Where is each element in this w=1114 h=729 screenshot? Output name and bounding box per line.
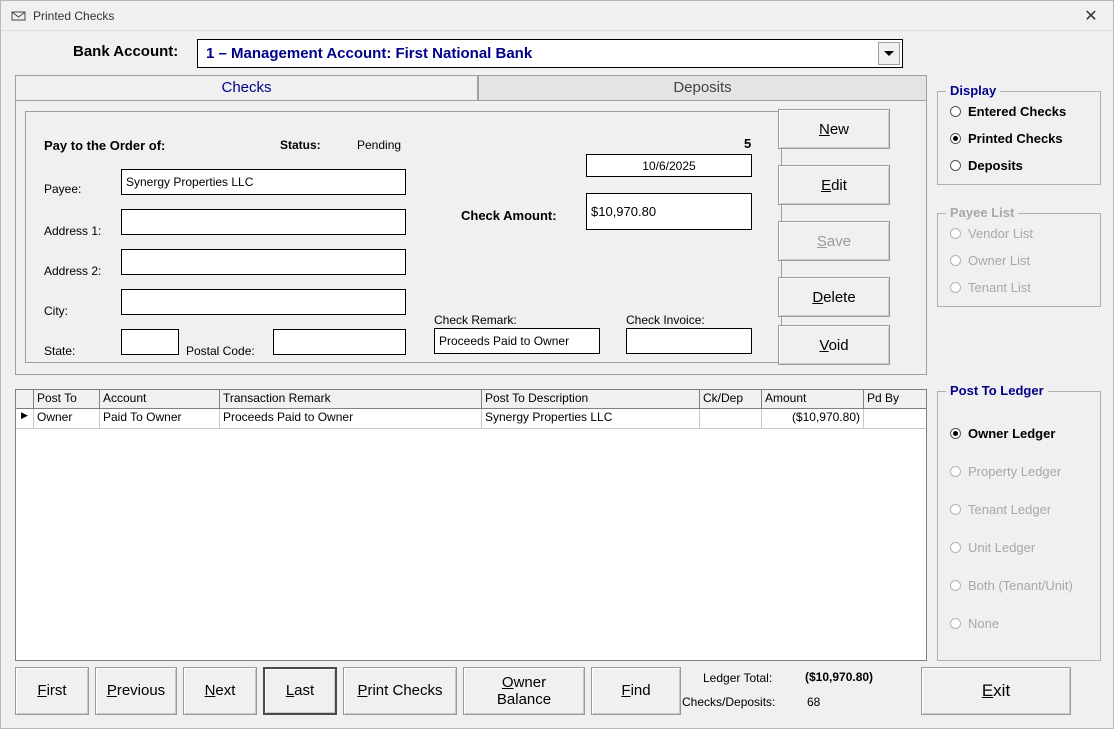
find-button[interactable]: Find xyxy=(591,667,681,715)
void-button-accel: V xyxy=(819,336,829,354)
cell-amount: ($10,970.80) xyxy=(762,409,864,428)
table-row[interactable] xyxy=(16,409,926,429)
titlebar xyxy=(1,1,1113,31)
check-number: 5 xyxy=(744,136,752,151)
bank-account-label: Bank Account: xyxy=(73,43,179,60)
payee-list-group xyxy=(937,205,1101,307)
cell-transaction-remark: Proceeds Paid to Owner xyxy=(220,409,482,428)
radio-owner-ledger[interactable] xyxy=(950,426,1055,441)
row-indicator-icon: ▶ xyxy=(16,409,34,428)
radio-owner-list-label: Owner List xyxy=(968,253,1031,268)
find-button-accel: F xyxy=(621,682,631,700)
postal-code-label: Postal Code: xyxy=(186,344,255,358)
delete-button[interactable] xyxy=(778,277,890,317)
city-input[interactable] xyxy=(121,289,406,315)
postal-code-input[interactable] xyxy=(273,329,406,355)
grid-header-post-to: Post To xyxy=(34,390,100,408)
payee-label: Payee: xyxy=(44,182,82,196)
check-amount-input[interactable]: $10,970.80 xyxy=(586,193,752,230)
payee-input[interactable]: Synergy Properties LLC xyxy=(121,169,406,195)
first-button-accel: F xyxy=(37,682,47,700)
transactions-grid[interactable] xyxy=(15,389,927,661)
check-remark-label: Check Remark: xyxy=(434,313,517,327)
display-group xyxy=(937,83,1101,185)
radio-icon xyxy=(950,255,961,266)
radio-printed-checks[interactable] xyxy=(950,131,1063,146)
ledger-total-value: ($10,970.80) xyxy=(805,670,874,684)
checks-deposits-value: 68 xyxy=(807,695,821,709)
tab-deposits[interactable]: Deposits xyxy=(478,75,927,101)
cell-pd-by xyxy=(864,409,926,428)
radio-tenant-ledger[interactable] xyxy=(950,502,1051,517)
cell-account: Paid To Owner xyxy=(100,409,220,428)
status-value: Pending xyxy=(357,138,402,152)
radio-printed-checks-label: Printed Checks xyxy=(968,131,1063,146)
radio-vendor-list[interactable] xyxy=(950,226,1033,241)
delete-button-accel: D xyxy=(812,288,824,306)
grid-header-transaction-remark: Transaction Remark xyxy=(220,390,482,408)
radio-entered-checks-label: Entered Checks xyxy=(968,104,1067,119)
ledger-total-label: Ledger Total: xyxy=(703,671,773,685)
state-label: State: xyxy=(44,344,76,358)
radio-property-ledger[interactable] xyxy=(950,464,1061,479)
radio-tenant-ledger-label: Tenant Ledger xyxy=(968,502,1052,517)
radio-deposits-label: Deposits xyxy=(968,158,1023,173)
address1-input[interactable] xyxy=(121,209,406,235)
radio-none[interactable] xyxy=(950,616,999,631)
print-checks-button-accel: P xyxy=(357,682,368,700)
radio-tenant-list-label: Tenant List xyxy=(968,280,1031,295)
radio-none-label: None xyxy=(968,616,1000,631)
checks-deposits-label: Checks/Deposits: xyxy=(682,695,776,709)
radio-icon xyxy=(950,542,961,553)
previous-button[interactable]: Previous xyxy=(95,667,177,715)
first-button[interactable]: First xyxy=(15,667,89,715)
cell-post-to-description: Synergy Properties LLC xyxy=(482,409,700,428)
check-panel xyxy=(15,100,927,375)
radio-entered-checks[interactable] xyxy=(950,104,1066,119)
check-invoice-label: Check Invoice: xyxy=(626,313,705,327)
radio-icon xyxy=(950,580,961,591)
void-button[interactable] xyxy=(778,325,890,365)
owner-balance-button[interactable]: Owner Balance xyxy=(463,667,585,715)
save-button-accel: S xyxy=(816,232,827,250)
radio-icon-selected xyxy=(950,428,961,439)
check-remark-input[interactable]: Proceeds Paid to Owner xyxy=(434,328,600,354)
city-label: City: xyxy=(44,304,68,318)
radio-vendor-list-label: Vendor List xyxy=(968,226,1034,241)
radio-both-tenant-unit[interactable] xyxy=(950,578,1073,593)
close-icon[interactable]: ✕ xyxy=(1084,7,1098,25)
edit-button-accel: E xyxy=(821,176,832,194)
radio-icon xyxy=(950,466,961,477)
owner-balance-button-accel: O xyxy=(501,673,514,691)
radio-owner-ledger-label: Owner Ledger xyxy=(968,426,1056,441)
check-form xyxy=(25,111,782,363)
address2-input[interactable] xyxy=(121,249,406,275)
chevron-down-icon[interactable] xyxy=(878,42,900,65)
exit-button-accel: E xyxy=(981,681,994,701)
radio-icon xyxy=(950,160,961,171)
post-to-ledger-group xyxy=(937,383,1101,661)
edit-button[interactable] xyxy=(778,165,890,205)
address1-label: Address 1: xyxy=(44,224,102,238)
check-invoice-input[interactable] xyxy=(626,328,752,354)
print-checks-button[interactable]: Print Checks xyxy=(343,667,457,715)
radio-icon xyxy=(950,618,961,629)
void-button-label-rest: oid xyxy=(828,336,849,354)
radio-icon xyxy=(950,106,961,117)
check-date-input[interactable]: 10/6/2025 xyxy=(586,154,752,177)
edit-button-label-rest: dit xyxy=(831,176,847,194)
tab-checks[interactable]: Checks xyxy=(15,75,478,101)
new-button[interactable] xyxy=(778,109,890,149)
last-button-accel: L xyxy=(285,682,295,700)
state-input[interactable] xyxy=(121,329,179,355)
previous-button-accel: P xyxy=(106,682,117,700)
grid-header-indicator xyxy=(16,390,34,408)
delete-button-label-rest: elete xyxy=(823,288,856,306)
bank-account-row xyxy=(1,39,1113,71)
radio-tenant-list[interactable] xyxy=(950,280,1031,295)
address2-label: Address 2: xyxy=(44,264,102,278)
radio-icon xyxy=(950,228,961,239)
cell-post-to: Owner xyxy=(34,409,100,428)
radio-both-tenant-unit-label: Both (Tenant/Unit) xyxy=(968,578,1073,593)
check-amount-label: Check Amount: xyxy=(461,208,557,223)
save-button-label-rest: ave xyxy=(826,232,852,250)
save-button[interactable] xyxy=(778,221,890,261)
payee-list-group-title: Payee List xyxy=(946,205,1018,220)
radio-unit-ledger-label: Unit Ledger xyxy=(968,540,1036,555)
radio-unit-ledger[interactable] xyxy=(950,540,1035,555)
new-button-label-rest: ew xyxy=(829,120,850,138)
display-group-title: Display xyxy=(946,83,1000,98)
radio-icon-selected xyxy=(950,133,961,144)
radio-icon xyxy=(950,282,961,293)
exit-button[interactable]: Exit xyxy=(921,667,1071,715)
last-button[interactable]: Last xyxy=(263,667,337,715)
pay-to-order-label: Pay to the Order of: xyxy=(44,138,166,153)
radio-deposits[interactable] xyxy=(950,158,1023,173)
radio-icon xyxy=(950,504,961,515)
bank-account-select[interactable] xyxy=(197,39,903,68)
post-to-ledger-group-title: Post To Ledger xyxy=(946,383,1048,398)
radio-property-ledger-label: Property Ledger xyxy=(968,464,1062,479)
grid-header-ck-dep: Ck/Dep xyxy=(700,390,762,408)
grid-header-pd-by: Pd By xyxy=(867,391,900,405)
grid-header-row xyxy=(16,390,926,409)
grid-header-account: Account xyxy=(100,390,220,408)
app-icon xyxy=(11,8,27,24)
next-button[interactable]: Next xyxy=(183,667,257,715)
grid-header-amount: Amount xyxy=(762,390,864,408)
new-button-accel: N xyxy=(818,120,830,138)
bank-account-value: 1 – Management Account: First National Bank xyxy=(206,45,533,62)
grid-header-post-to-description: Post To Description xyxy=(482,390,700,408)
window-title: Printed Checks xyxy=(33,8,115,23)
cell-ck-dep xyxy=(700,409,762,428)
tab-bar xyxy=(15,75,927,101)
radio-owner-list[interactable] xyxy=(950,253,1030,268)
next-button-accel: N xyxy=(204,682,216,700)
status-label: Status: xyxy=(280,138,321,152)
